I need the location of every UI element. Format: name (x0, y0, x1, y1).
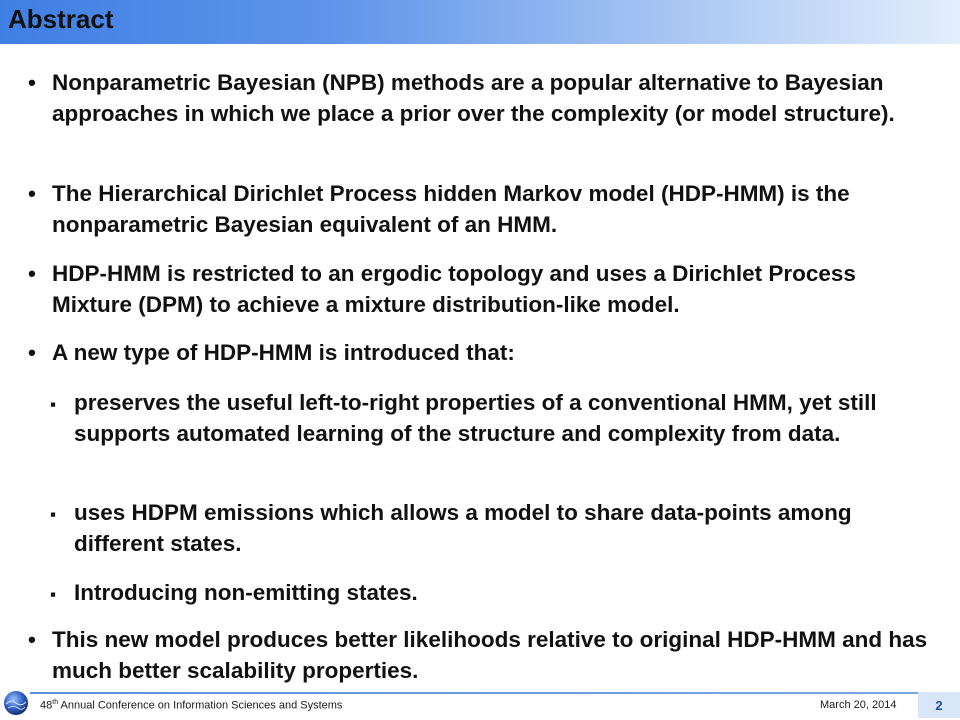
sub-bullet-marker: ▪ (50, 505, 57, 524)
presentation-date: March 20, 2014 (820, 699, 897, 711)
sub-bullet-marker: ▪ (50, 395, 57, 414)
sub-bullet-item (50, 577, 940, 608)
bullet-item (28, 67, 938, 129)
bullet-item (28, 258, 938, 320)
bullet-text: HDP-HMM is restricted to an ergodic topology and uses a Dirichlet Process Mixture (DPM) to achieve a mixture distribution-like model. (52, 261, 856, 317)
sub-bullet-item (50, 387, 940, 449)
bullet-marker: • (28, 340, 36, 365)
conference-suffix: th (52, 699, 59, 706)
bullet-text: A new type of HDP-HMM is introduced that: (52, 340, 515, 365)
bullet-marker: • (28, 627, 36, 652)
conference-title: Annual Conference on Information Sciences and Systems (58, 699, 343, 712)
conference-name (40, 699, 342, 712)
bullet-marker: • (28, 181, 36, 206)
conference-number: 48 (40, 699, 53, 712)
footer-divider (30, 692, 960, 694)
sub-bullet-text: preserves the useful left-to-right properties of a conventional HMM, yet still supports automated learning of the structure and complexity from data. (74, 390, 877, 446)
globe-icon (3, 690, 29, 716)
sub-bullet-text: Introducing non-emitting states. (74, 580, 418, 605)
sub-bullet-text: uses HDPM emissions which allows a model to share data-points among different states. (74, 500, 852, 556)
slide-title: Abstract (8, 4, 114, 34)
slide-footer (0, 690, 960, 720)
sub-bullet-marker: ▪ (50, 585, 57, 604)
bullet-item (28, 337, 938, 368)
page-number-box (918, 692, 960, 718)
bullet-text: This new model produces better likelihoods relative to original HDP-HMM and has much better scalability properties. (52, 627, 928, 683)
bullet-text: Nonparametric Bayesian (NPB) methods are a popular alternative to Bayesian approaches in which we place a prior over the complexity (or model structure). (52, 70, 895, 126)
bullet-item (28, 624, 938, 686)
bullet-marker: • (28, 261, 36, 286)
bullet-item (28, 178, 938, 240)
bullet-text: The Hierarchical Dirichlet Process hidden Markov model (HDP-HMM) is the nonparametric Bayesian equivalent of an HMM. (52, 181, 850, 237)
bullet-marker: • (28, 70, 36, 95)
page-number: 2 (935, 698, 943, 713)
sub-bullet-item (50, 497, 940, 559)
